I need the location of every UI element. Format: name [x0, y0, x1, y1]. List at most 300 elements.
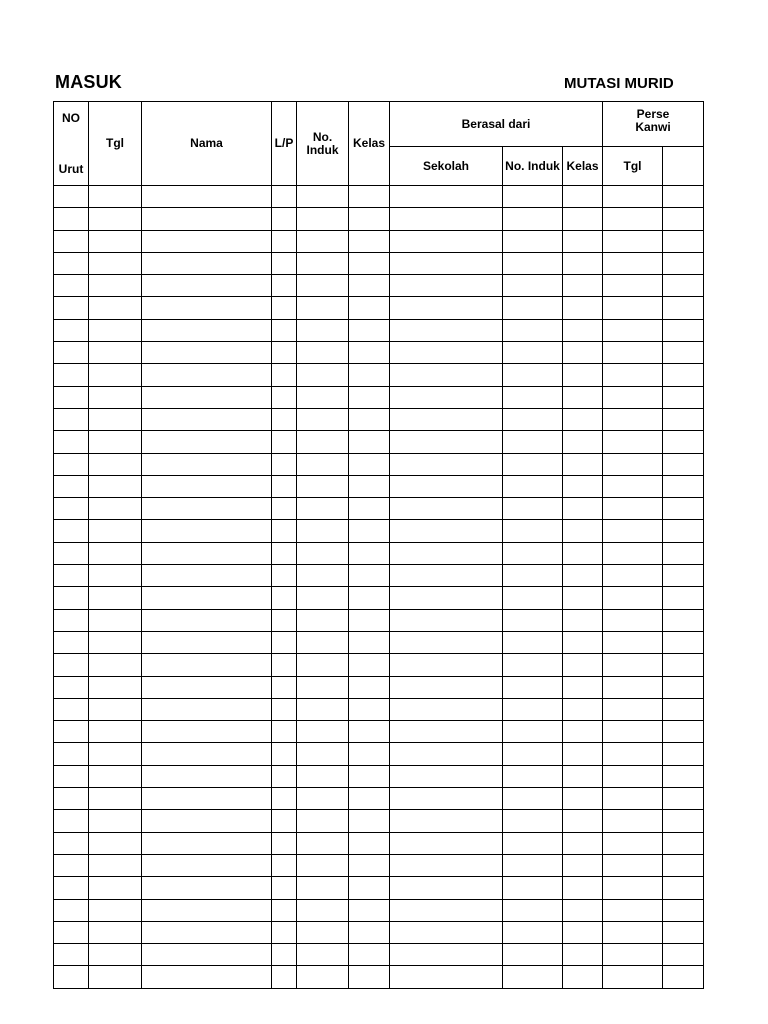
table-cell — [89, 810, 142, 832]
table-cell — [272, 676, 297, 698]
table-cell — [54, 832, 89, 854]
table-cell — [563, 319, 603, 341]
table-cell — [142, 453, 272, 475]
table-row — [54, 453, 704, 475]
table-cell — [142, 698, 272, 720]
table-cell — [54, 966, 89, 988]
table-cell — [390, 431, 503, 453]
table-cell — [390, 208, 503, 230]
table-cell — [603, 721, 663, 743]
table-row — [54, 854, 704, 876]
table-cell — [142, 565, 272, 587]
table-cell — [297, 186, 349, 208]
table-cell — [272, 832, 297, 854]
table-cell — [390, 721, 503, 743]
table-cell — [503, 854, 563, 876]
table-cell — [503, 966, 563, 988]
table-cell — [563, 520, 603, 542]
table-cell — [297, 765, 349, 787]
table-cell — [390, 498, 503, 520]
table-cell — [390, 275, 503, 297]
table-row — [54, 654, 704, 676]
table-cell — [603, 944, 663, 966]
table-cell — [349, 765, 390, 787]
table-cell — [89, 475, 142, 497]
table-cell — [390, 765, 503, 787]
table-cell — [563, 788, 603, 810]
table-cell — [54, 721, 89, 743]
table-cell — [563, 186, 603, 208]
table-cell — [390, 854, 503, 876]
header-row-1 — [54, 102, 704, 147]
table-cell — [663, 631, 704, 653]
table-cell — [349, 654, 390, 676]
table-cell — [563, 587, 603, 609]
table-cell — [663, 453, 704, 475]
table-cell — [349, 208, 390, 230]
table-cell — [563, 364, 603, 386]
header-no-induk-line2: Induk — [306, 142, 339, 157]
table-cell — [54, 408, 89, 430]
table-cell — [349, 631, 390, 653]
table-cell — [272, 854, 297, 876]
table-cell — [89, 364, 142, 386]
table-cell — [272, 631, 297, 653]
table-row — [54, 721, 704, 743]
table-cell — [54, 587, 89, 609]
table-cell — [349, 877, 390, 899]
table-cell — [503, 230, 563, 252]
table-cell — [390, 743, 503, 765]
table-cell — [663, 587, 704, 609]
table-cell — [349, 431, 390, 453]
table-row — [54, 921, 704, 943]
table-row — [54, 788, 704, 810]
table-cell — [297, 565, 349, 587]
section-title-mutasi-murid: MUTASI MURID — [564, 75, 674, 92]
table-cell — [54, 743, 89, 765]
table-cell — [272, 520, 297, 542]
table-cell — [563, 743, 603, 765]
table-cell — [89, 676, 142, 698]
table-cell — [603, 609, 663, 631]
header-asal-no-induk: No. Induk — [503, 147, 563, 186]
table-cell — [390, 542, 503, 564]
table-row — [54, 408, 704, 430]
table-cell — [563, 832, 603, 854]
table-cell — [297, 475, 349, 497]
table-cell — [390, 810, 503, 832]
table-cell — [663, 230, 704, 252]
table-cell — [349, 386, 390, 408]
table-cell — [390, 364, 503, 386]
table-cell — [663, 788, 704, 810]
table-cell — [390, 877, 503, 899]
table-cell — [272, 453, 297, 475]
table-cell — [89, 342, 142, 364]
table-cell — [390, 832, 503, 854]
table-cell — [603, 810, 663, 832]
table-cell — [142, 788, 272, 810]
table-cell — [503, 921, 563, 943]
table-cell — [603, 631, 663, 653]
table-cell — [603, 498, 663, 520]
table-cell — [503, 899, 563, 921]
table-cell — [503, 810, 563, 832]
table-cell — [563, 498, 603, 520]
table-cell — [349, 319, 390, 341]
table-cell — [663, 765, 704, 787]
table-cell — [89, 721, 142, 743]
table-cell — [349, 810, 390, 832]
table-cell — [390, 186, 503, 208]
table-cell — [663, 921, 704, 943]
table-cell — [297, 230, 349, 252]
table-cell — [89, 609, 142, 631]
table-cell — [563, 654, 603, 676]
table-cell — [297, 854, 349, 876]
table-cell — [503, 408, 563, 430]
table-row — [54, 431, 704, 453]
table-cell — [272, 877, 297, 899]
table-cell — [563, 698, 603, 720]
table-cell — [89, 297, 142, 319]
table-cell — [272, 297, 297, 319]
table-cell — [390, 899, 503, 921]
table-cell — [297, 944, 349, 966]
table-cell — [663, 208, 704, 230]
table-row — [54, 676, 704, 698]
table-cell — [603, 252, 663, 274]
table-cell — [142, 654, 272, 676]
table-cell — [89, 587, 142, 609]
register-table-viewport — [53, 101, 671, 981]
table-cell — [603, 788, 663, 810]
table-cell — [390, 698, 503, 720]
table-row — [54, 520, 704, 542]
header-persetujuan — [603, 102, 704, 147]
table-cell — [89, 899, 142, 921]
table-cell — [272, 899, 297, 921]
table-cell — [297, 587, 349, 609]
table-cell — [390, 252, 503, 274]
table-cell — [503, 431, 563, 453]
table-cell — [54, 319, 89, 341]
table-cell — [142, 676, 272, 698]
table-row — [54, 944, 704, 966]
table-body — [54, 102, 704, 989]
table-cell — [272, 319, 297, 341]
table-cell — [663, 944, 704, 966]
table-cell — [563, 275, 603, 297]
table-cell — [89, 743, 142, 765]
table-cell — [89, 408, 142, 430]
table-row — [54, 587, 704, 609]
table-cell — [89, 832, 142, 854]
table-cell — [142, 944, 272, 966]
table-row — [54, 386, 704, 408]
table-cell — [663, 297, 704, 319]
table-cell — [142, 542, 272, 564]
table-cell — [142, 743, 272, 765]
table-cell — [563, 475, 603, 497]
table-cell — [603, 431, 663, 453]
table-cell — [54, 542, 89, 564]
table-cell — [503, 386, 563, 408]
table-cell — [297, 676, 349, 698]
table-cell — [297, 520, 349, 542]
table-cell — [297, 654, 349, 676]
table-cell — [503, 587, 563, 609]
table-cell — [142, 921, 272, 943]
table-cell — [297, 542, 349, 564]
table-cell — [603, 832, 663, 854]
table-cell — [272, 186, 297, 208]
table-cell — [663, 386, 704, 408]
table-cell — [563, 342, 603, 364]
table-cell — [272, 208, 297, 230]
table-cell — [272, 230, 297, 252]
table-cell — [603, 765, 663, 787]
table-cell — [663, 431, 704, 453]
table-row — [54, 542, 704, 564]
table-cell — [89, 631, 142, 653]
table-cell — [349, 186, 390, 208]
header-sekolah: Sekolah — [390, 147, 503, 186]
table-cell — [89, 319, 142, 341]
table-cell — [54, 698, 89, 720]
table-cell — [390, 453, 503, 475]
table-cell — [663, 408, 704, 430]
table-cell — [89, 966, 142, 988]
table-row — [54, 877, 704, 899]
table-cell — [272, 944, 297, 966]
table-cell — [349, 899, 390, 921]
table-cell — [390, 342, 503, 364]
table-cell — [349, 587, 390, 609]
table-cell — [89, 498, 142, 520]
header-persetujuan-tgl: Tgl — [603, 147, 663, 186]
table-row — [54, 208, 704, 230]
table-cell — [89, 230, 142, 252]
table-cell — [663, 186, 704, 208]
table-cell — [142, 342, 272, 364]
table-cell — [503, 698, 563, 720]
table-cell — [349, 230, 390, 252]
table-cell — [390, 587, 503, 609]
table-row — [54, 899, 704, 921]
table-cell — [297, 208, 349, 230]
table-cell — [563, 721, 603, 743]
table-row — [54, 810, 704, 832]
table-cell — [603, 275, 663, 297]
table-row — [54, 364, 704, 386]
table-cell — [297, 743, 349, 765]
table-cell — [142, 810, 272, 832]
table-cell — [563, 609, 603, 631]
table-cell — [272, 252, 297, 274]
table-cell — [142, 252, 272, 274]
table-cell — [54, 788, 89, 810]
table-cell — [349, 520, 390, 542]
table-row — [54, 275, 704, 297]
table-cell — [272, 921, 297, 943]
table-cell — [563, 921, 603, 943]
header-no-urut-top: NO — [62, 110, 80, 125]
table-cell — [603, 966, 663, 988]
header-no-urut-bottom: Urut — [58, 161, 84, 176]
table-cell — [563, 899, 603, 921]
header-asal-kelas: Kelas — [563, 147, 603, 186]
table-cell — [603, 342, 663, 364]
table-cell — [272, 342, 297, 364]
table-cell — [272, 609, 297, 631]
table-cell — [603, 743, 663, 765]
table-cell — [603, 386, 663, 408]
table-cell — [563, 252, 603, 274]
table-cell — [603, 230, 663, 252]
table-cell — [563, 944, 603, 966]
table-cell — [563, 631, 603, 653]
table-cell — [563, 676, 603, 698]
table-cell — [503, 252, 563, 274]
table-cell — [89, 698, 142, 720]
table-cell — [503, 765, 563, 787]
table-cell — [297, 431, 349, 453]
table-row — [54, 297, 704, 319]
table-cell — [54, 386, 89, 408]
table-cell — [54, 475, 89, 497]
table-cell — [54, 899, 89, 921]
table-cell — [563, 765, 603, 787]
table-cell — [142, 899, 272, 921]
table-cell — [503, 631, 563, 653]
table-cell — [603, 565, 663, 587]
table-cell — [563, 431, 603, 453]
table-cell — [297, 899, 349, 921]
table-cell — [603, 698, 663, 720]
table-cell — [142, 631, 272, 653]
table-cell — [563, 208, 603, 230]
header-persetujuan-line1: Perse — [636, 107, 670, 121]
table-cell — [142, 475, 272, 497]
table-cell — [603, 319, 663, 341]
table-cell — [603, 364, 663, 386]
table-cell — [54, 810, 89, 832]
table-cell — [503, 319, 563, 341]
table-cell — [663, 275, 704, 297]
table-cell — [272, 654, 297, 676]
table-cell — [142, 498, 272, 520]
table-cell — [663, 364, 704, 386]
table-cell — [390, 297, 503, 319]
table-cell — [503, 297, 563, 319]
table-cell — [603, 186, 663, 208]
table-cell — [390, 386, 503, 408]
table-cell — [603, 408, 663, 430]
table-cell — [603, 297, 663, 319]
table-cell — [54, 877, 89, 899]
table-cell — [54, 364, 89, 386]
table-cell — [563, 297, 603, 319]
table-cell — [349, 475, 390, 497]
table-cell — [89, 788, 142, 810]
table-cell — [54, 275, 89, 297]
table-cell — [503, 721, 563, 743]
table-cell — [503, 654, 563, 676]
table-cell — [89, 453, 142, 475]
table-cell — [603, 676, 663, 698]
table-cell — [663, 698, 704, 720]
table-cell — [272, 542, 297, 564]
table-cell — [297, 342, 349, 364]
table-cell — [297, 364, 349, 386]
table-cell — [563, 542, 603, 564]
table-cell — [272, 788, 297, 810]
table-cell — [603, 854, 663, 876]
table-cell — [663, 498, 704, 520]
table-cell — [663, 252, 704, 274]
table-cell — [89, 431, 142, 453]
table-cell — [663, 966, 704, 988]
table-cell — [297, 788, 349, 810]
table-cell — [349, 565, 390, 587]
table-cell — [390, 966, 503, 988]
table-cell — [349, 721, 390, 743]
table-cell — [89, 520, 142, 542]
table-cell — [663, 520, 704, 542]
table-cell — [503, 832, 563, 854]
table-cell — [54, 252, 89, 274]
table-cell — [349, 832, 390, 854]
table-cell — [297, 453, 349, 475]
table-cell — [503, 208, 563, 230]
table-cell — [54, 609, 89, 631]
table-cell — [54, 654, 89, 676]
table-cell — [272, 966, 297, 988]
table-cell — [503, 498, 563, 520]
table-cell — [349, 542, 390, 564]
table-cell — [142, 877, 272, 899]
table-cell — [349, 498, 390, 520]
table-cell — [603, 208, 663, 230]
table-row — [54, 252, 704, 274]
table-cell — [563, 877, 603, 899]
table-cell — [349, 698, 390, 720]
table-cell — [272, 475, 297, 497]
table-cell — [663, 854, 704, 876]
table-cell — [663, 810, 704, 832]
table-cell — [349, 676, 390, 698]
table-row — [54, 565, 704, 587]
table-cell — [563, 386, 603, 408]
table-cell — [142, 208, 272, 230]
table-cell — [663, 319, 704, 341]
header-lp: L/P — [272, 102, 297, 186]
table-cell — [390, 676, 503, 698]
table-cell — [503, 565, 563, 587]
table-cell — [503, 877, 563, 899]
header-persetujuan-line2: Kanwi — [635, 120, 671, 134]
table-cell — [272, 698, 297, 720]
table-cell — [390, 565, 503, 587]
table-cell — [89, 921, 142, 943]
table-cell — [142, 431, 272, 453]
table-cell — [663, 877, 704, 899]
table-cell — [54, 565, 89, 587]
table-row — [54, 230, 704, 252]
table-cell — [390, 408, 503, 430]
